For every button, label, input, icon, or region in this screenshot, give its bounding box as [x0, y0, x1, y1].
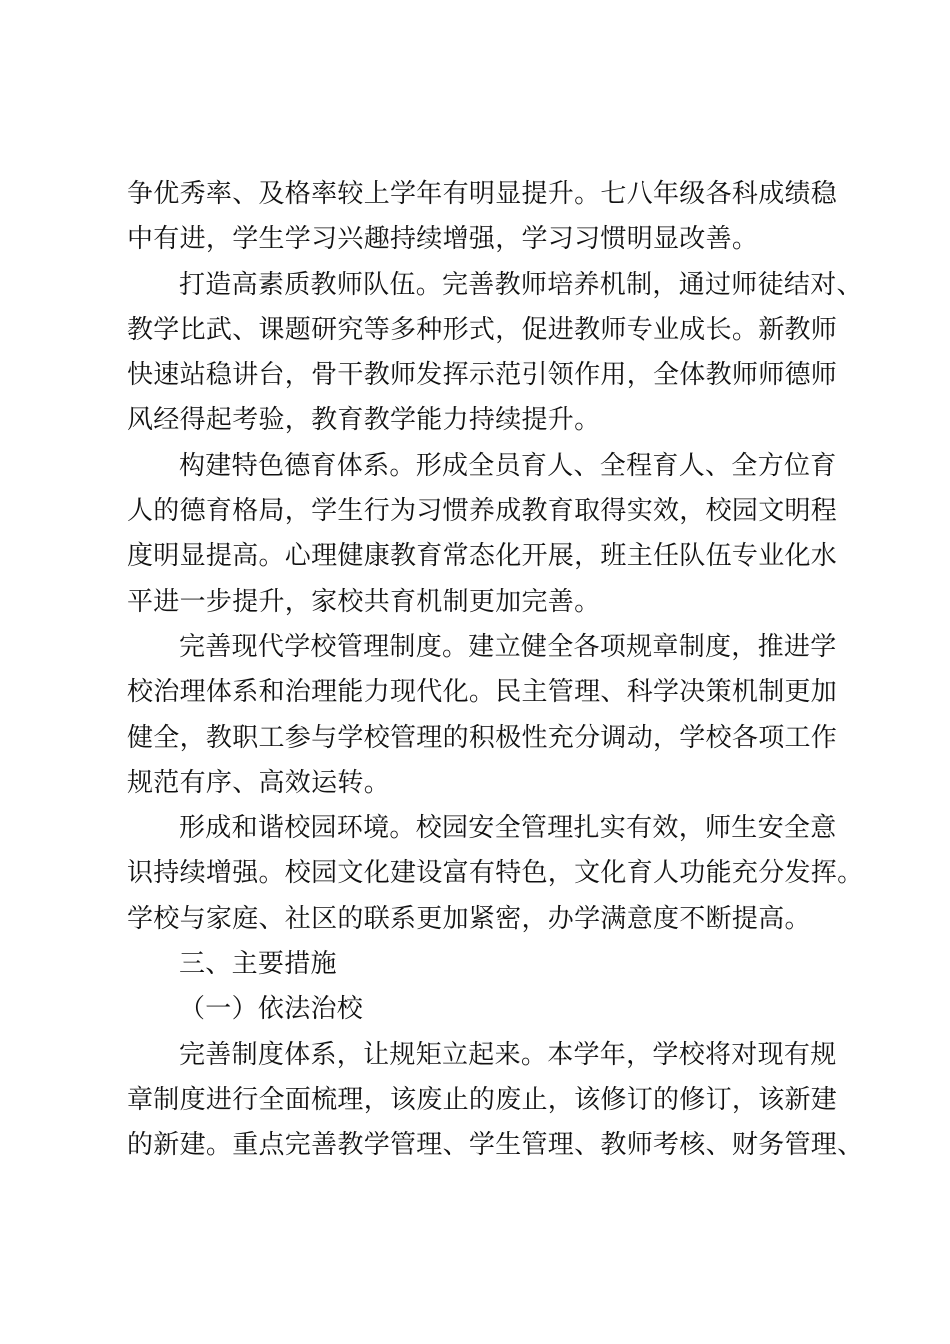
text-line: 学校与家庭、社区的联系更加紧密，办学满意度不断提高。	[127, 903, 811, 934]
text-line: 中有进，学生学习兴趣持续增强，学习习惯明显改善。	[127, 224, 759, 255]
text-line: 构建特色德育体系。形成全员育人、全程育人、全方位育	[179, 450, 837, 481]
text-line: 快速站稳讲台，骨干教师发挥示范引领作用，全体教师师德师	[127, 360, 838, 391]
text-line: 争优秀率、及格率较上学年有明显提升。七八年级各科成绩稳	[127, 179, 838, 209]
text-line: 完善制度体系，让规矩立起来。本学年，学校将对现有规	[179, 1039, 837, 1070]
document-body	[127, 172, 864, 1169]
text-line: 形成和谐校园环境。校园安全管理扎实有效，师生安全意	[179, 813, 837, 844]
text-line: 风经得起考验，教育教学能力持续提升。	[127, 405, 601, 436]
text-line: 校治理体系和治理能力现代化。民主管理、科学决策机制更加	[127, 677, 838, 708]
text-line: 的新建。重点完善教学管理、学生管理、教师考核、财务管理、	[127, 1130, 864, 1161]
subsection-heading: （一）依法治校	[179, 994, 364, 1025]
text-line: 度明显提高。心理健康教育常态化开展，班主任队伍专业化水	[127, 541, 838, 572]
text-line: 健全，教职工参与学校管理的积极性充分调动，学校各项工作	[127, 722, 838, 753]
text-line: 平进一步提升，家校共育机制更加完善。	[127, 586, 601, 617]
text-line: 识持续增强。校园文化建设富有特色，文化育人功能充分发挥。	[127, 858, 864, 889]
text-line: 教学比武、课题研究等多种形式，促进教师专业成长。新教师	[127, 314, 838, 345]
text-line: 完善现代学校管理制度。建立健全各项规章制度，推进学	[179, 631, 837, 662]
section-heading: 三、主要措施	[179, 949, 337, 980]
text-line: 章制度进行全面梳理，该废止的废止，该修订的修订，该新建	[127, 1084, 838, 1115]
text-line: 人的德育格局，学生行为习惯养成教育取得实效，校园文明程	[127, 496, 838, 527]
text-line: 打造高素质教师队伍。完善教师培养机制，通过师徒结对、	[179, 269, 863, 300]
text-line: 规范有序、高效运转。	[127, 767, 391, 798]
